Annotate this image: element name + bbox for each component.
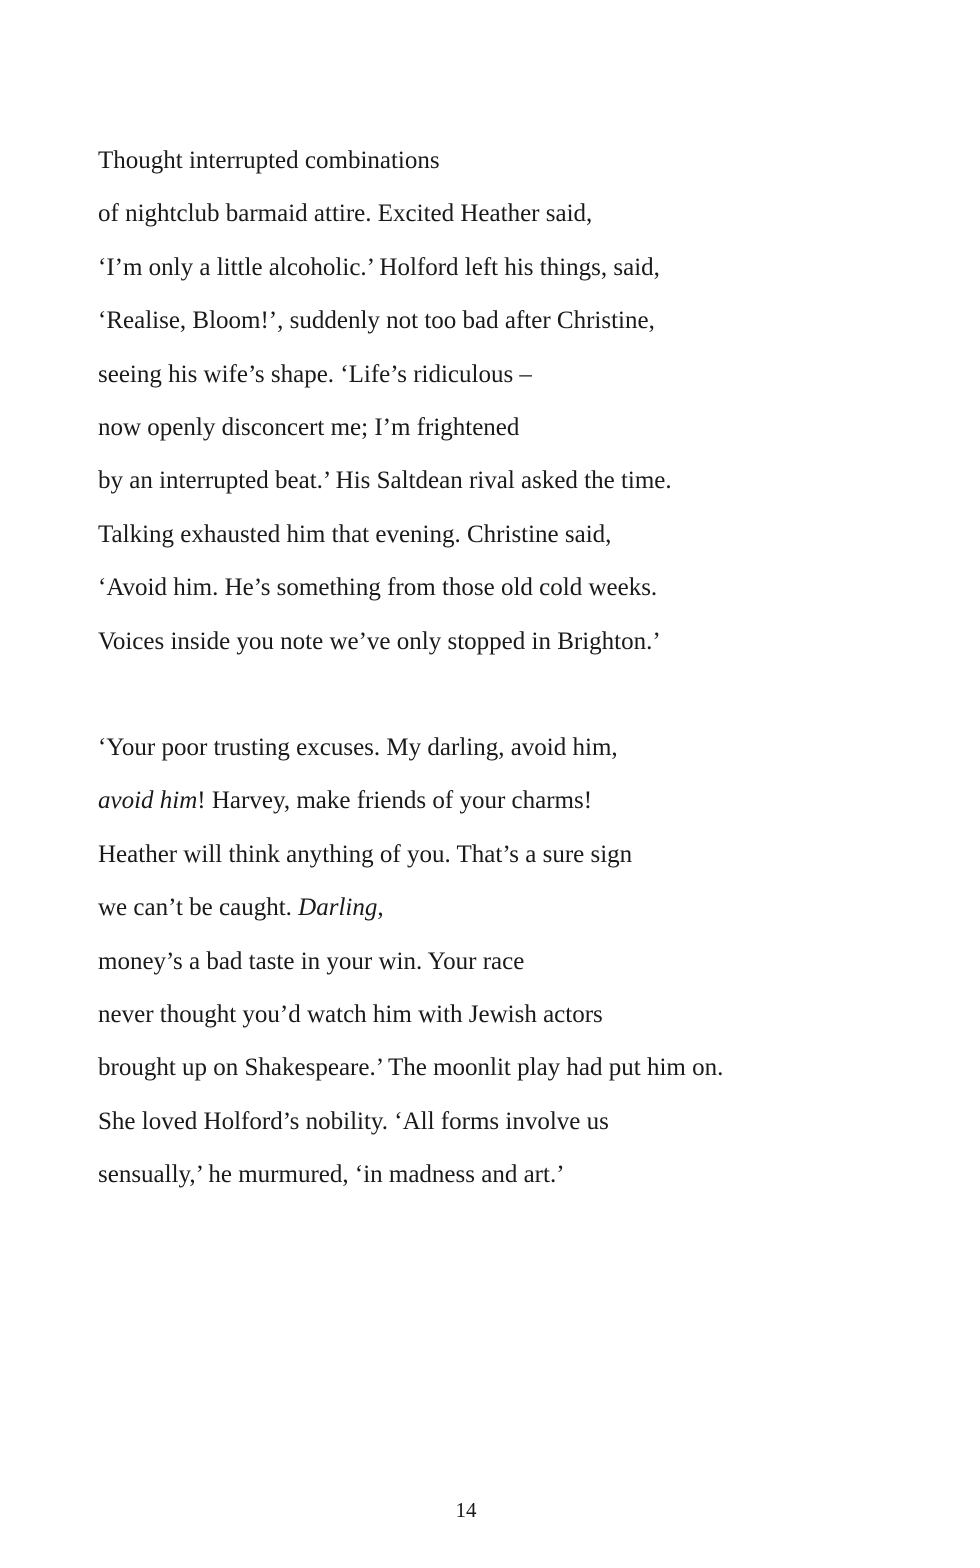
line-text: Thought interrupted combinations	[98, 147, 440, 174]
page-number: 14	[455, 1498, 477, 1522]
poem-line	[98, 892, 384, 924]
poem-line	[98, 572, 657, 604]
line-text: of nightclub barmaid attire. Excited Heather said,	[98, 200, 593, 228]
poem-line	[98, 1052, 723, 1084]
poem-line	[98, 999, 603, 1031]
line-text: seeing his wife’s shape. ‘Life’s ridiculous –	[98, 360, 532, 388]
poem-line	[98, 839, 632, 871]
poem-line	[98, 519, 611, 551]
line-text: Talking exhausted him that evening. Christine said,	[98, 520, 612, 548]
line-text: we can’t be caught.	[98, 894, 299, 922]
line-text: ‘Realise, Bloom!’, suddenly not too bad after Christine,	[98, 307, 655, 335]
poem-line	[98, 732, 618, 764]
poem-line	[98, 198, 592, 230]
line-text: ! Harvey, make friends of your charms!	[197, 787, 593, 815]
line-text: Heather will think anything of you. That’s a sure sign	[98, 840, 633, 868]
poem-line	[98, 305, 655, 337]
line-text: ‘I’m only a little alcoholic.’ Holford left his things, said,	[98, 253, 660, 281]
line-text: ‘Avoid him. He’s something from those old cold weeks.	[98, 574, 658, 602]
poem-line	[98, 626, 661, 658]
line-text: ‘Your poor trusting excuses. My darling, avoid him,	[98, 734, 618, 761]
italic-text: avoid him	[98, 787, 198, 815]
line-text: by an interrupted beat.’ His Saltdean rival asked the time.	[98, 467, 672, 495]
poem-line	[98, 785, 592, 817]
italic-text: Darling	[298, 894, 378, 922]
poem-line	[98, 946, 524, 978]
line-text: now openly disconcert me; I’m frightened	[98, 414, 520, 441]
line-text: never thought you’d watch him with Jewish actors	[98, 1001, 603, 1028]
line-text: ,	[377, 894, 384, 922]
poem-line	[98, 145, 440, 177]
poem-line	[98, 412, 519, 444]
line-text: brought up on Shakespeare.’ The moonlit play had put him on.	[98, 1054, 724, 1082]
poem-line	[98, 359, 532, 391]
poem-line	[98, 1106, 609, 1138]
line-text: She loved Holford’s nobility. ‘All forms involve us	[98, 1107, 609, 1135]
poem-line	[98, 1159, 565, 1191]
line-text: money’s a bad taste in your win. Your race	[98, 947, 525, 975]
poem-line	[98, 252, 660, 284]
line-text: sensually,’ he murmured, ‘in madness and art.’	[98, 1161, 565, 1189]
line-text: Voices inside you note we’ve only stopped in Brighton.’	[98, 627, 661, 655]
poem-line	[98, 465, 672, 497]
